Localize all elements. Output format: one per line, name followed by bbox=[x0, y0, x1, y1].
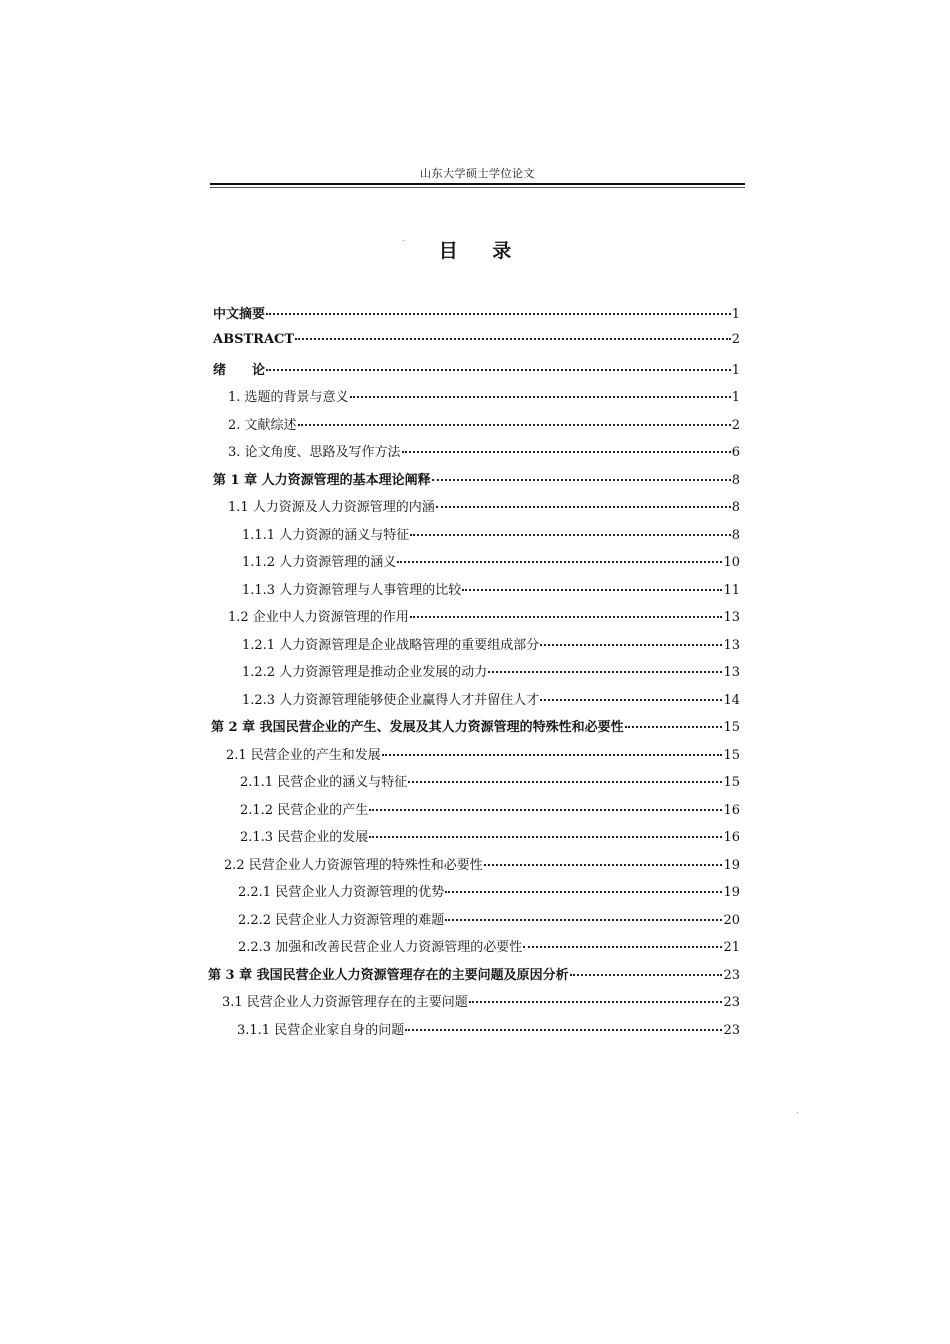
toc-entry-page: 8 bbox=[731, 500, 740, 515]
toc-entry bbox=[228, 496, 740, 518]
header-rule bbox=[210, 183, 745, 185]
toc-entry-label: 2.2.3 加强和改善民营企业人力资源管理的必要性 bbox=[238, 940, 523, 955]
toc-entry bbox=[240, 826, 740, 848]
toc-entry-label: 1.1.2 人力资源管理的涵义 bbox=[242, 555, 397, 570]
toc-entry-label: 1.1 人力资源及人力资源管理的内涵 bbox=[228, 500, 435, 515]
running-header: 山东大学硕士学位论文 bbox=[420, 167, 535, 180]
toc-entry bbox=[242, 579, 740, 601]
toc-entry bbox=[228, 414, 740, 436]
toc-entry-page: 20 bbox=[723, 913, 740, 928]
toc-leader-dots bbox=[298, 414, 731, 426]
toc-entry-label: 1.2.1 人力资源管理是企业战略管理的重要组成部分 bbox=[242, 638, 540, 653]
toc-entry bbox=[213, 359, 740, 381]
toc-leader-dots bbox=[369, 799, 722, 811]
toc-entry bbox=[228, 441, 740, 463]
toc-entry-page: 15 bbox=[723, 748, 740, 763]
toc-leader-dots bbox=[382, 744, 723, 756]
toc-entry bbox=[242, 661, 740, 683]
toc-entry-label: 2.1 民营企业的产生和发展 bbox=[226, 748, 381, 763]
toc-leader-dots bbox=[625, 716, 723, 728]
toc-entry-page: 2 bbox=[731, 332, 740, 347]
toc-leader-dots bbox=[408, 771, 722, 783]
toc-entry-label: 1.1.3 人力资源管理与人事管理的比较 bbox=[242, 583, 462, 598]
toc-leader-dots bbox=[266, 303, 731, 315]
toc-entry bbox=[226, 744, 740, 766]
toc-entry-page: 15 bbox=[723, 720, 740, 735]
toc-entry-page: 21 bbox=[723, 940, 740, 955]
toc-leader-dots bbox=[410, 524, 731, 536]
toc-entry-label: 2.1.2 民营企业的产生 bbox=[240, 803, 369, 818]
toc-entry-page: 23 bbox=[723, 968, 740, 983]
toc-leader-dots bbox=[402, 441, 731, 453]
toc-leader-dots bbox=[350, 386, 731, 398]
toc-entry-label: 1.1.1 人力资源的涵义与特征 bbox=[242, 528, 410, 543]
toc-leader-dots bbox=[469, 991, 723, 1003]
toc-entry-page: 8 bbox=[731, 473, 740, 488]
toc-entry-label: 第 1 章 人力资源管理的基本理论阐释 bbox=[213, 473, 431, 488]
toc-entry-page: 2 bbox=[731, 418, 740, 433]
toc-entry-page: 16 bbox=[723, 803, 740, 818]
toc-entry bbox=[213, 469, 740, 491]
toc-entry-label: 2. 文献综述 bbox=[228, 418, 297, 433]
toc-entry-label: 3.1.1 民营企业家自身的问题 bbox=[237, 1023, 405, 1038]
toc-leader-dots bbox=[432, 469, 731, 481]
toc-leader-dots bbox=[570, 964, 723, 976]
toc-entry-page: 11 bbox=[723, 583, 740, 598]
toc-leader-dots bbox=[540, 634, 722, 646]
page-title: 目 录 bbox=[438, 240, 526, 262]
toc-entry-label: 1. 选题的背景与意义 bbox=[228, 390, 349, 405]
toc-entry-label: 3. 论文角度、思路及写作方法 bbox=[228, 445, 401, 460]
toc-entry-page: 15 bbox=[723, 775, 740, 790]
toc-entry-page: 19 bbox=[723, 858, 740, 873]
toc-entry-page: 1 bbox=[731, 307, 740, 322]
toc-entry bbox=[228, 386, 740, 408]
toc-entry-label: 2.2 民营企业人力资源管理的特殊性和必要性 bbox=[224, 858, 483, 873]
toc-entry-label: 2.1.1 民营企业的涵义与特征 bbox=[240, 775, 408, 790]
toc-entry-page: 8 bbox=[731, 528, 740, 543]
toc-entry-page: 23 bbox=[723, 995, 740, 1010]
toc-entry-page: 1 bbox=[731, 390, 740, 405]
toc-entry bbox=[237, 1019, 740, 1041]
toc-leader-dots bbox=[295, 328, 731, 340]
toc-entry-label: 1.2.2 人力资源管理是推动企业发展的动力 bbox=[242, 665, 488, 680]
toc-entry bbox=[242, 524, 740, 546]
header-rule-thin bbox=[210, 187, 745, 188]
toc-entry-label: ABSTRACT bbox=[213, 332, 295, 347]
toc-entry bbox=[213, 331, 740, 353]
toc-entry-page: 16 bbox=[723, 830, 740, 845]
toc-leader-dots bbox=[405, 1019, 722, 1031]
toc-leader-dots bbox=[397, 551, 722, 563]
toc-entry bbox=[238, 909, 740, 931]
toc-entry-page: 19 bbox=[723, 885, 740, 900]
toc-entry-label: 第 3 章 我国民营企业人力资源管理存在的主要问题及原因分析 bbox=[208, 968, 569, 983]
toc-entry-page: 13 bbox=[723, 610, 740, 625]
toc-leader-dots bbox=[445, 881, 722, 893]
toc-entry-label: 中文摘要 bbox=[213, 307, 266, 322]
toc-entry-label: 2.2.2 民营企业人力资源管理的难题 bbox=[238, 913, 445, 928]
toc-leader-dots bbox=[445, 909, 722, 921]
toc-entry bbox=[240, 771, 740, 793]
toc-entry-page: 13 bbox=[723, 665, 740, 680]
toc-entry-page: 14 bbox=[723, 693, 740, 708]
toc-entry-page: 13 bbox=[723, 638, 740, 653]
toc-entry bbox=[222, 991, 740, 1013]
toc-leader-dots bbox=[266, 359, 731, 371]
toc-entry-label: 2.2.1 民营企业人力资源管理的优势 bbox=[238, 885, 445, 900]
toc-entry-label: 第 2 章 我国民营企业的产生、发展及其人力资源管理的特殊性和必要性 bbox=[211, 720, 624, 735]
toc-entry-label: 3.1 民营企业人力资源管理存在的主要问题 bbox=[222, 995, 468, 1010]
toc-entry-page: 23 bbox=[723, 1023, 740, 1038]
toc-entry-page: 1 bbox=[731, 363, 740, 378]
scan-speck bbox=[403, 240, 404, 241]
toc-leader-dots bbox=[540, 689, 722, 701]
toc-leader-dots bbox=[410, 606, 723, 618]
toc-entry-page: 6 bbox=[731, 445, 740, 460]
toc-entry-label: 1.2 企业中人力资源管理的作用 bbox=[228, 610, 409, 625]
toc-leader-dots bbox=[484, 854, 723, 866]
toc-entry bbox=[224, 854, 740, 876]
toc-entry bbox=[213, 303, 740, 325]
toc-entry bbox=[211, 716, 740, 738]
toc-entry bbox=[228, 606, 740, 628]
toc-leader-dots bbox=[523, 936, 722, 948]
toc-entry bbox=[242, 551, 740, 573]
scan-speck bbox=[797, 1112, 798, 1113]
toc-entry bbox=[208, 964, 740, 986]
toc-leader-dots bbox=[369, 826, 722, 838]
toc-leader-dots bbox=[488, 661, 722, 673]
toc-entry bbox=[242, 634, 740, 656]
toc-entry bbox=[238, 936, 740, 958]
toc-leader-dots bbox=[436, 496, 731, 508]
toc-entry bbox=[240, 799, 740, 821]
toc-leader-dots bbox=[462, 579, 722, 591]
toc-entry-label: 2.1.3 民营企业的发展 bbox=[240, 830, 369, 845]
toc-entry bbox=[238, 881, 740, 903]
toc-entry-label: 1.2.3 人力资源管理能够使企业赢得人才并留住人才 bbox=[242, 693, 540, 708]
toc-entry-label: 绪 论 bbox=[213, 363, 266, 378]
toc-entry bbox=[242, 689, 740, 711]
toc-entry-page: 10 bbox=[723, 555, 740, 570]
